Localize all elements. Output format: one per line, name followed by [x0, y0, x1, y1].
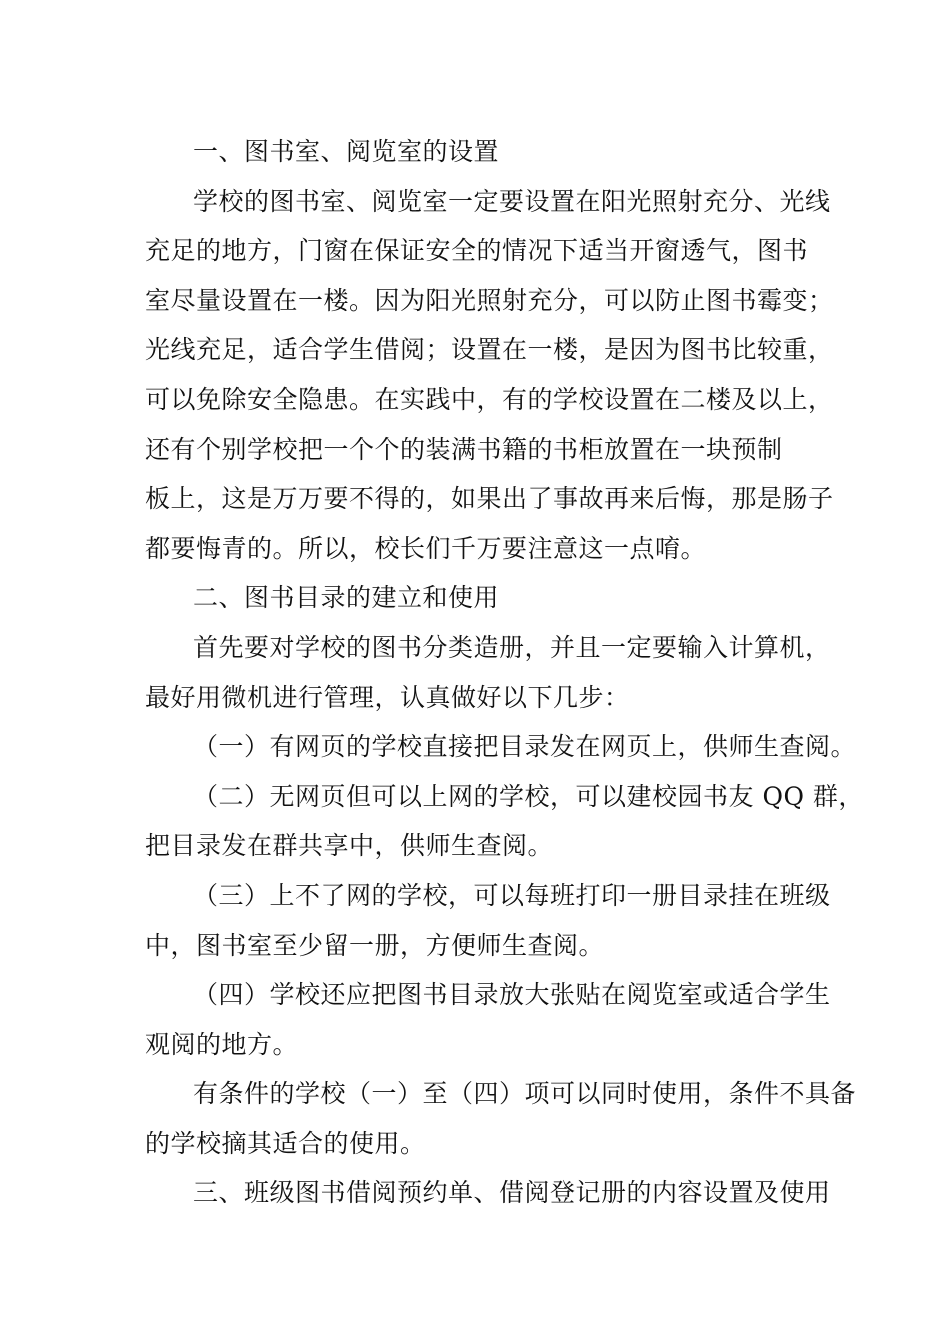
text-line: 首先要对学校的图书分类造册，并且一定要输入计算机，: [193, 632, 831, 662]
document-body: [145, 127, 864, 1218]
text-line: 中，图书室至少留一册，方便师生查阅。: [145, 930, 605, 960]
text-line: 还有个别学校把一个个的装满书籍的书柜放置在一块预制: [145, 434, 783, 464]
text-line: 室尽量设置在一楼。因为阳光照射充分，可以防止图书霉变；: [145, 285, 834, 315]
text-line: 的学校摘其适合的使用。: [145, 1128, 426, 1158]
text-line: （四）学校还应把图书目录放大张贴在阅览室或适合学生: [193, 980, 831, 1010]
text-line: 三、班级图书借阅预约单、借阅登记册的内容设置及使用: [193, 1178, 831, 1208]
text-line: 光线充足，适合学生借阅；设置在一楼，是因为图书比较重，: [145, 335, 834, 365]
text-line: （二）无网页但可以上网的学校，可以建校园书友 QQ 群，: [193, 781, 864, 811]
text-line: 观阅的地方。: [145, 1029, 299, 1059]
text-line: 最好用微机进行管理，认真做好以下几步：: [145, 682, 630, 712]
text-line: 二、图书目录的建立和使用: [193, 583, 500, 613]
text-line: 都要悔青的。所以，校长们千万要注意这一点唷。: [145, 533, 707, 563]
text-line: 有条件的学校（一）至（四）项可以同时使用，条件不具备: [193, 1079, 857, 1109]
text-line: 学校的图书室、阅览室一定要设置在阳光照射充分、光线: [193, 186, 831, 216]
text-line: 充足的地方，门窗在保证安全的情况下适当开窗透气，图书: [145, 236, 809, 266]
text-line: 板上，这是万万要不得的，如果出了事故再来后悔，那是肠子: [145, 484, 834, 514]
text-line: 一、图书室、阅览室的设置: [193, 137, 500, 166]
text-line: 把目录发在群共享中，供师生查阅。: [145, 831, 554, 861]
text-line: 可以免除安全隐患。在实践中，有的学校设置在二楼及以上，: [145, 384, 834, 414]
text-line: （一）有网页的学校直接把目录发在网页上，供师生查阅。: [193, 732, 857, 762]
text-line: （三）上不了网的学校，可以每班打印一册目录挂在班级: [193, 880, 831, 910]
